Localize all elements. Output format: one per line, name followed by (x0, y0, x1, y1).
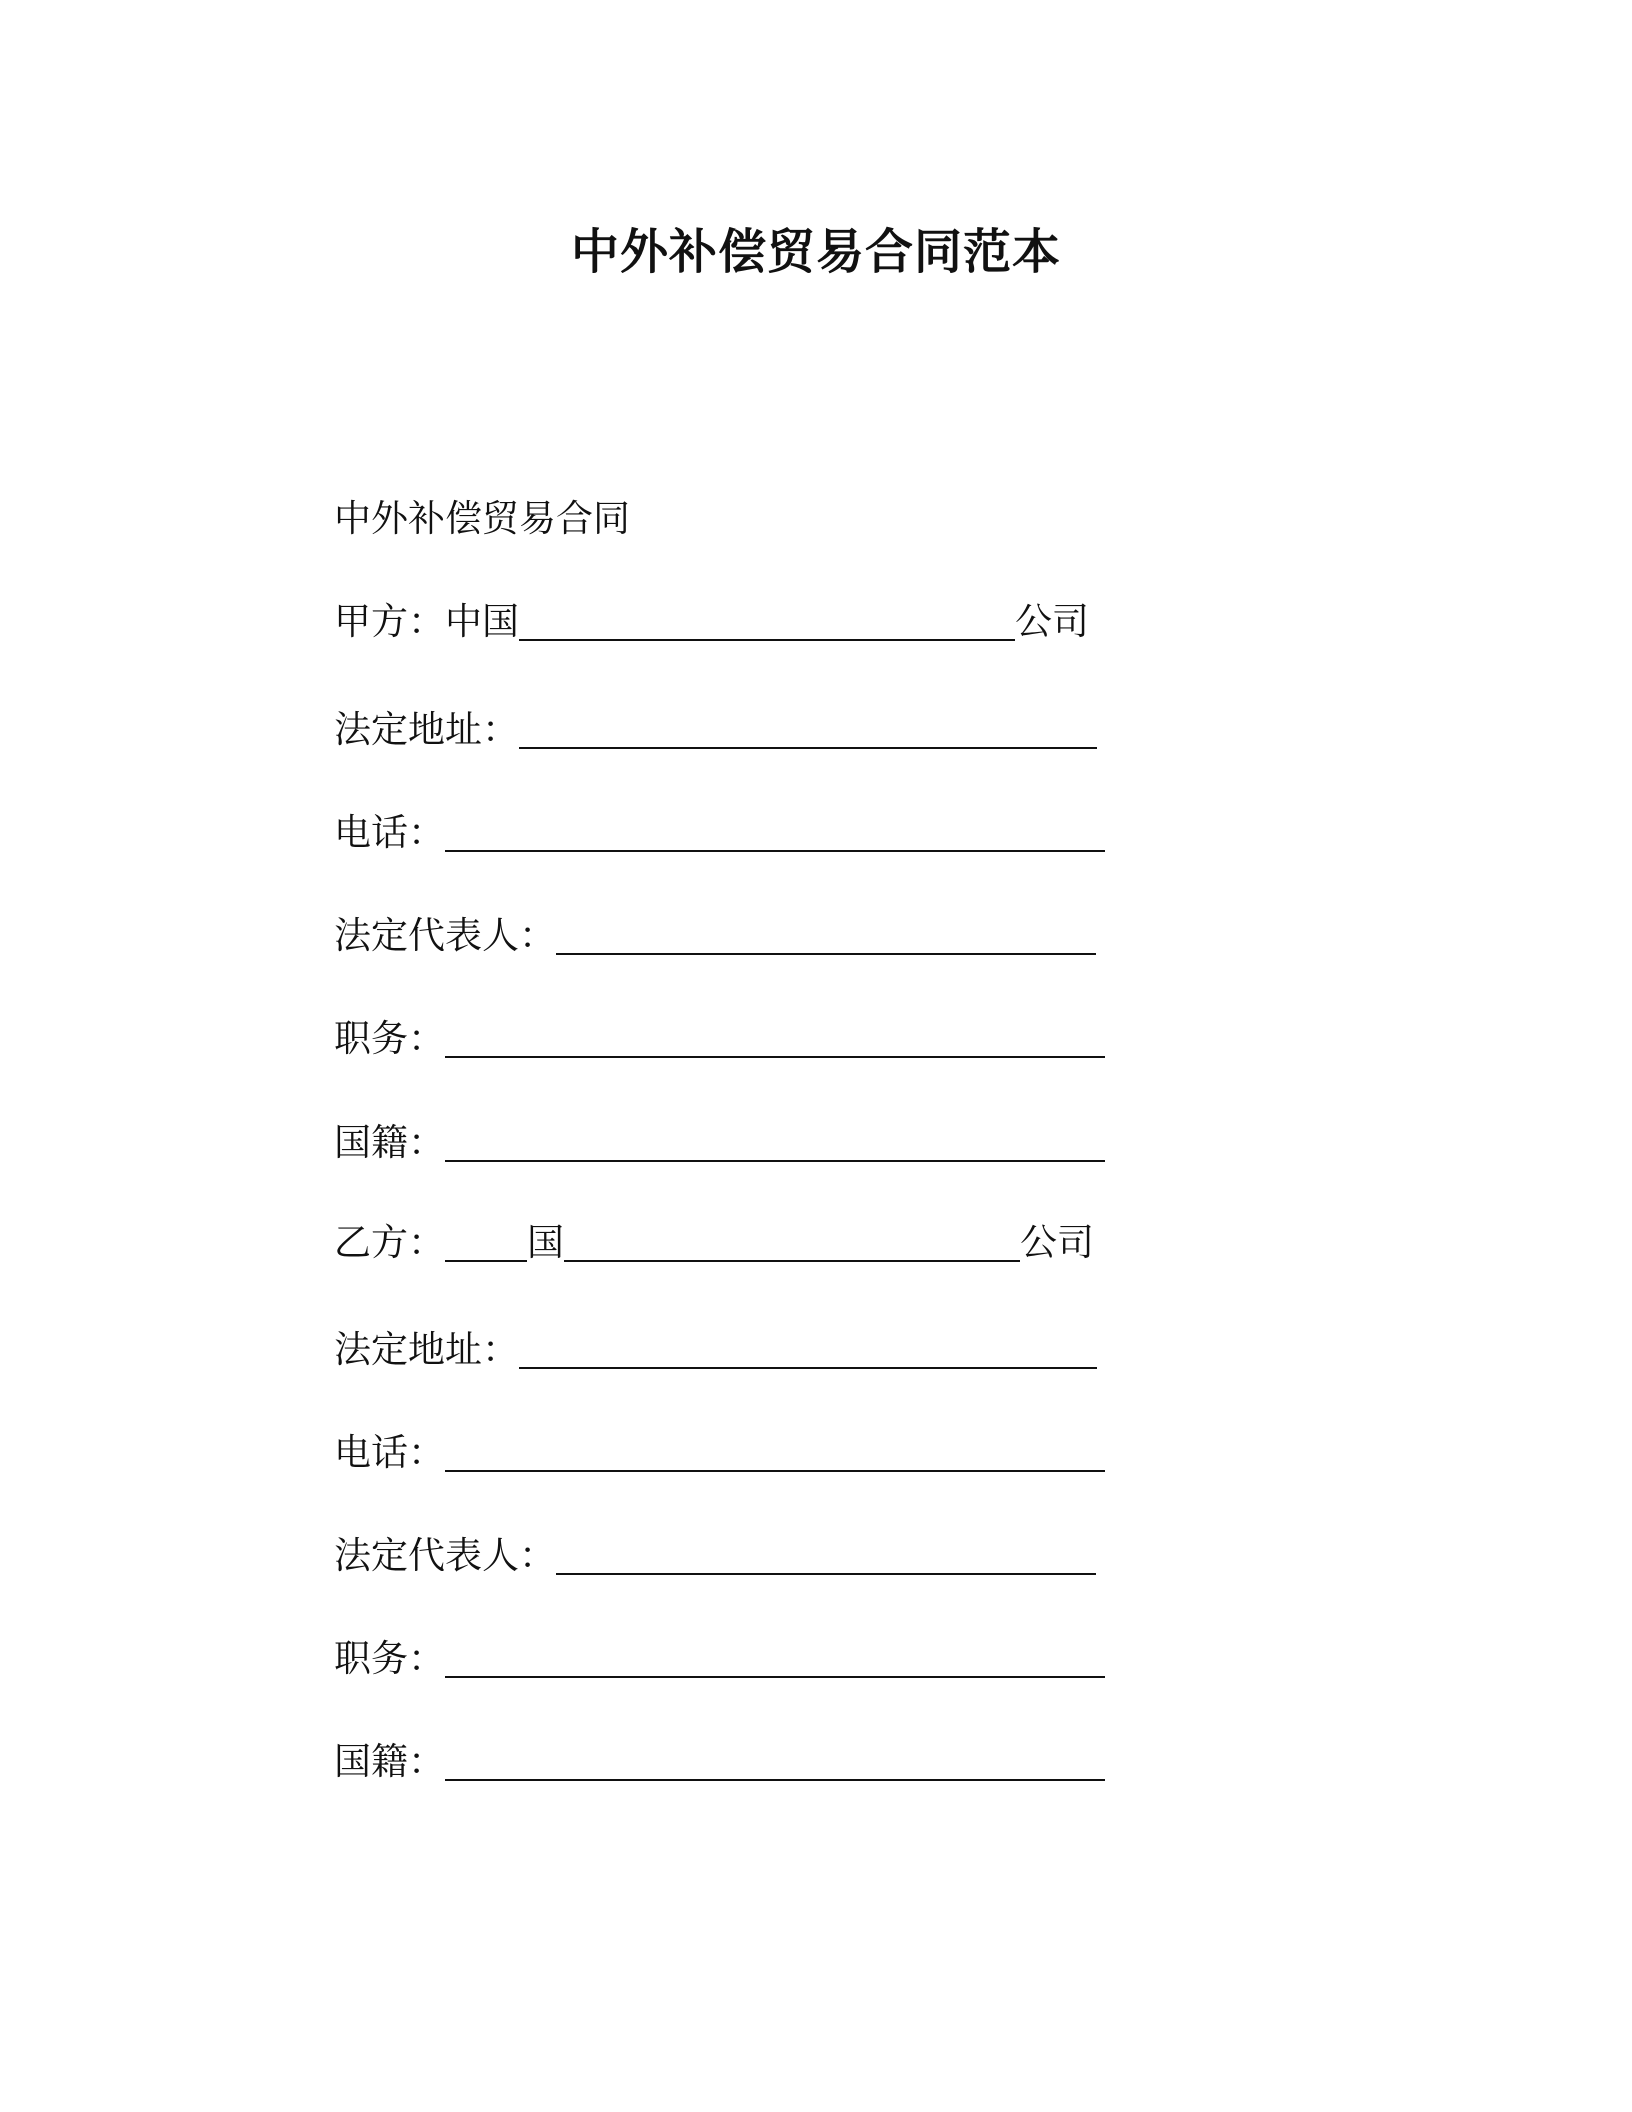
party-b-position-line (334, 1634, 1105, 1684)
party-b-phone-blank[interactable] (445, 1434, 1105, 1472)
party-b-nationality-blank[interactable] (445, 1743, 1105, 1781)
party-a-nationality-blank[interactable] (445, 1124, 1105, 1162)
party-a-position-line (334, 1014, 1105, 1064)
document-title: 中外补偿贸易合同范本 (570, 224, 1061, 280)
party-b-nationality-line (334, 1737, 1105, 1787)
party-b-label: 乙方： (334, 1221, 445, 1264)
party-a-suffix: 公司 (1015, 600, 1089, 643)
party-a-address-line (334, 705, 1097, 755)
party-b-company-blank[interactable] (564, 1224, 1020, 1262)
party-a-phone-label: 电话： (334, 811, 445, 854)
party-b-phone-line (334, 1428, 1105, 1478)
party-a-legal-rep-label: 法定代表人： (334, 914, 556, 957)
party-b-line (334, 1218, 1094, 1268)
party-a-legal-rep-blank[interactable] (556, 917, 1096, 955)
party-b-country-blank[interactable] (445, 1224, 527, 1262)
party-b-address-line (334, 1325, 1097, 1375)
party-a-address-label: 法定地址： (334, 708, 519, 751)
party-a-nationality-line (334, 1118, 1105, 1168)
party-b-address-label: 法定地址： (334, 1328, 519, 1371)
party-b-position-label: 职务： (334, 1637, 445, 1680)
party-b-nationality-label: 国籍： (334, 1740, 445, 1783)
party-a-address-blank[interactable] (519, 711, 1097, 749)
party-a-position-blank[interactable] (445, 1020, 1105, 1058)
party-b-address-blank[interactable] (519, 1331, 1097, 1369)
contract-subtitle (334, 494, 630, 544)
party-b-phone-label: 电话： (334, 1431, 445, 1474)
party-a-company-blank[interactable] (519, 603, 1015, 641)
party-a-nationality-label: 国籍： (334, 1121, 445, 1164)
party-b-country-char: 国 (527, 1221, 564, 1264)
party-b-legal-rep-label: 法定代表人： (334, 1534, 556, 1577)
party-b-legal-rep-blank[interactable] (556, 1537, 1096, 1575)
party-a-phone-line (334, 808, 1105, 858)
party-b-position-blank[interactable] (445, 1640, 1105, 1678)
party-a-line (334, 597, 1089, 647)
party-a-phone-blank[interactable] (445, 814, 1105, 852)
party-b-legal-rep-line (334, 1531, 1096, 1581)
party-b-suffix: 公司 (1020, 1221, 1094, 1264)
party-a-label: 甲方：中国 (334, 600, 519, 643)
party-a-legal-rep-line (334, 911, 1096, 961)
party-a-position-label: 职务： (334, 1017, 445, 1060)
subtitle-text: 中外补偿贸易合同 (334, 497, 630, 540)
